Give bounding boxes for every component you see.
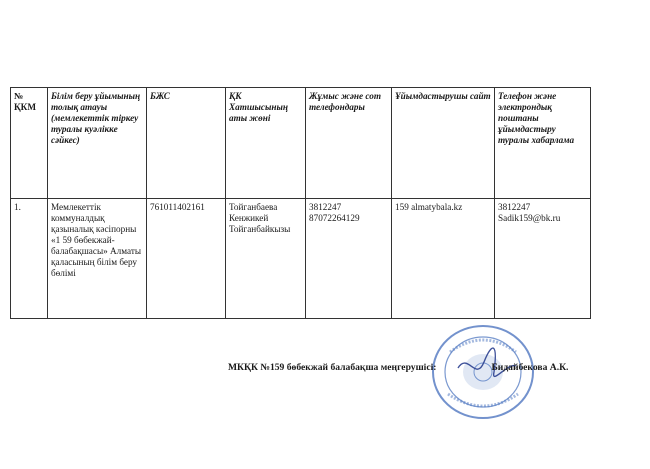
- organization-table: [10, 87, 591, 319]
- table-header-row: [11, 88, 591, 199]
- footer-name: Бидайбекова А.К.: [491, 362, 569, 373]
- table-row: [11, 199, 591, 319]
- cell-org-name: Мемлекеттік коммуналдық қазыналық кәсіпорны «1 59 бөбекжай-балабақшасы» Алматы қаласының білім беру бөлімі: [48, 199, 147, 319]
- header-secretary: ҚК Хатшысының аты жөні: [226, 88, 306, 199]
- cell-contact: 3812247 Sadik159@bk.ru: [495, 199, 591, 319]
- header-number: № ҚКМ: [11, 88, 48, 199]
- header-bin: БЖС: [147, 88, 226, 199]
- cell-secretary: Тойганбаева Кенжикей Тойганбайкызы: [226, 199, 306, 319]
- cell-bin: 761011402161: [147, 199, 226, 319]
- header-org-name: Білім беру ұйымының толық атауы (мемлекеттік тіркеу туралы куәлікке сәйкес): [48, 88, 147, 199]
- header-site: Ұйымдастырушы сайт: [392, 88, 495, 199]
- signature-line: [228, 362, 568, 373]
- cell-number: 1.: [11, 199, 48, 319]
- cell-phones: 3812247 87072264129: [306, 199, 392, 319]
- cell-site: 159 almatybala.kz: [392, 199, 495, 319]
- footer-title: МКҚК №159 бөбекжай балабақша меңгерушісі:: [228, 362, 437, 373]
- header-phones: Жұмыс және сот телефондары: [306, 88, 392, 199]
- header-contact: Телефон және электрондық поштаны ұйымдастыру туралы хабарлама: [495, 88, 591, 199]
